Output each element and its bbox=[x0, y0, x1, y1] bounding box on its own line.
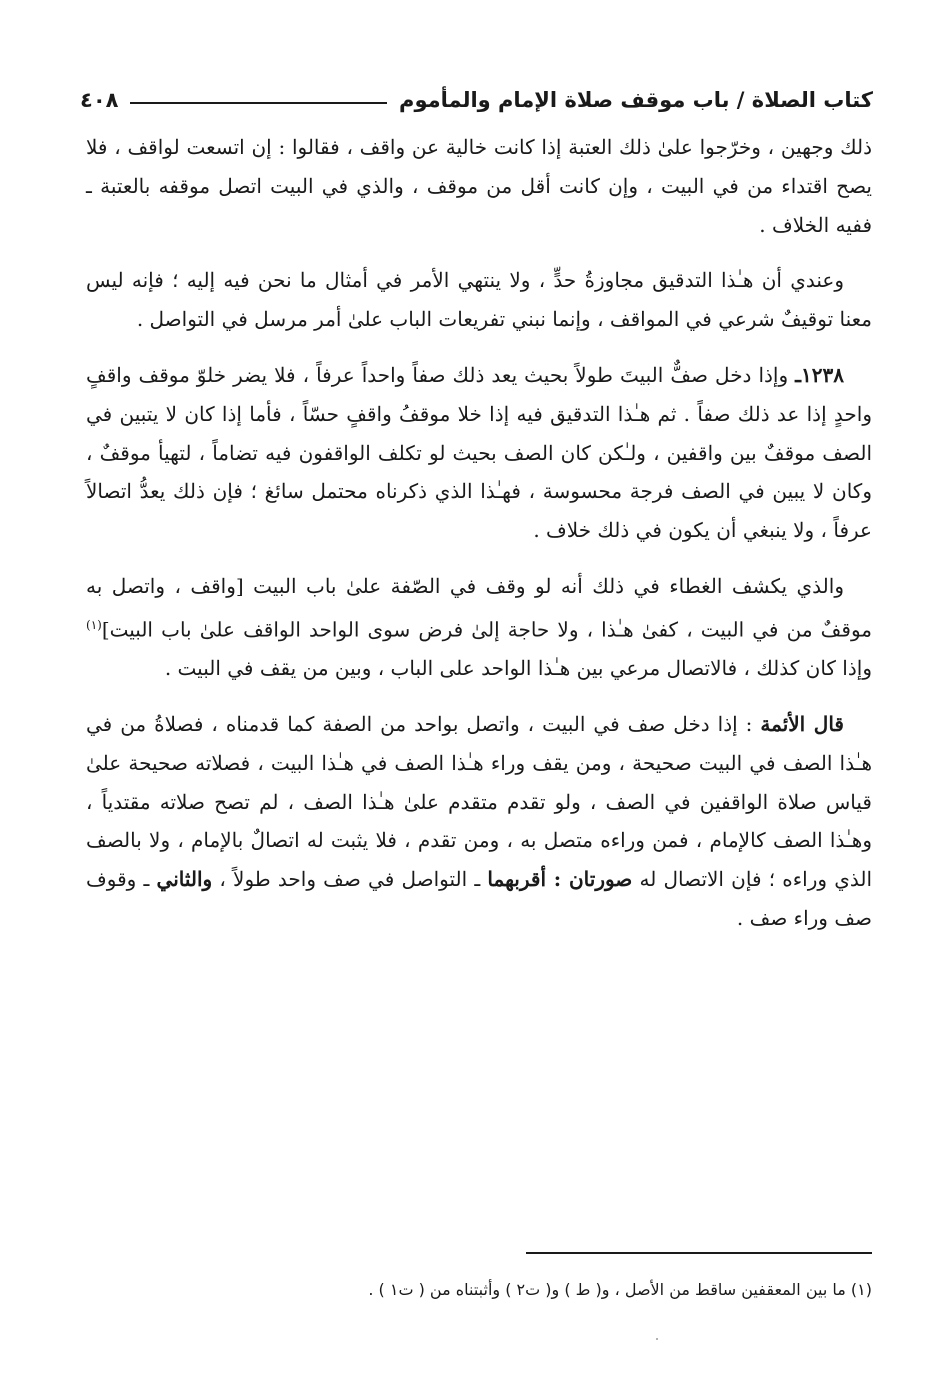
footnote bbox=[86, 1277, 872, 1303]
paragraph-5-bold-a: صورتان : أقربهما bbox=[487, 867, 633, 892]
paragraph-2: وعندي أن هـٰذا التدقيق مجاوزةُ حدٍّ ، ولا ينتهي الأمر في أمثال ما نحن فيه إليه ؛ فإنه ليس معنا توقيفٌ شرعي في المواقف ، وإنما نبني تفريعات الباب علىٰ أمر مرسل في التواصل . bbox=[86, 268, 872, 332]
page-number: ٤٠٨ bbox=[80, 88, 119, 112]
paragraph-4 bbox=[86, 567, 872, 688]
running-header bbox=[80, 80, 873, 120]
paragraph-4-text-a: والذي يكشف الغطاء في ذلك أنه لو وقف في الصّفة علىٰ باب البيت [واقف ، واتصل به موقفٌ من في البيت ، كفىٰ هـٰذا ، ولا حاجة إلىٰ فرض سوى الواحد الواقف علىٰ باب البيت] bbox=[86, 573, 872, 642]
header-rule bbox=[130, 102, 387, 104]
footnote-marker: (١) bbox=[850, 1280, 872, 1299]
paragraph-3 bbox=[86, 356, 872, 550]
paragraph-4-text-b: وإذا كان كذلك ، فالاتصال مرعي بين هـٰذا الواحد على الباب ، وبين من يقف في البيت . bbox=[164, 656, 872, 681]
paragraph-5-lead: قال الأئمة bbox=[760, 712, 844, 737]
issue-number: ١٢٣٨ـ bbox=[795, 362, 844, 387]
footnote-reference[interactable]: (١) bbox=[86, 617, 102, 632]
footnote-rule bbox=[526, 1252, 872, 1254]
footnote-text: ما بين المعقفين ساقط من الأصل ، و( ط ) و( ت٢ ) وأثبتناه من ( ت١ ) . bbox=[368, 1280, 846, 1299]
scan-speck bbox=[656, 1338, 658, 1340]
header-title: كتاب الصلاة / باب موقف صلاة الإمام والمأموم bbox=[399, 88, 873, 112]
paragraph-5-text-b: ـ التواصل في صف واحد طولاً ، bbox=[212, 867, 488, 892]
main-text bbox=[86, 128, 872, 955]
paragraph-3-text: وإذا دخل صفٌّ البيتَ طولاً بحيث يعد ذلك صفاً واحداً عرفاً ، فلا يضر خلوّ موقف واقفٍ واحدٍ إذا عد ذلك صفاً . ثم هـٰذا التدقيق فيه إذا خلا موقفُ واقفٍ حسّاً ، فأما إذا كان لا يتبين في الصف موقفٌ بين واقفين ، ولـٰكن كان الصف بحيث لو تكلف الواقفون فيه تضاماً ، لتهيأ موقفٌ ، وكان لا يبين في الصف فرجة محسوسة ، فهـٰذا الذي ذكرناه محتمل سائغ ؛ فإن ذلك يعدُّ اتصالاً عرفاً ، ولا ينبغي أن يكون في ذلك خلاف . bbox=[86, 362, 872, 543]
paragraph-5-bold-b: والثاني bbox=[156, 867, 213, 892]
paragraph-5 bbox=[86, 705, 872, 938]
paragraph-5-text-c: ـ وقوف صف وراء صف . bbox=[86, 867, 872, 930]
paragraph-1: ذلك وجهين ، وخرّجوا علىٰ ذلك العتبة إذا كانت خالية عن واقف ، فقالوا : إن اتسعت لواقف ، فلا يصح اقتداء من في البيت ، وإن كانت أقل من موقف ، والذي في البيت اتصل موقفه بالعتبة ـ ففيه الخلاف . bbox=[86, 135, 872, 237]
paragraph-5-text-a: : إذا دخل صف في البيت ، واتصل بواحد من الصفة كما قدمناه ، فصلاةُ من في هـٰذا الصف في البيت صحيحة ، ومن يقف وراء هـٰذا الصف في هـٰذا البيت ، فصلاته صحيحة علىٰ قياس صلاة الواقفين في الصف ، ولو تقدم متقدم علىٰ هـٰذا الصف ، لم تصح صلاته مقتدياً ، وهـٰذا الصف كالإمام ، فمن وراءه متصل به ، ومن تقدم ، فلا يثبت له اتصالٌ بالإمام ، ولا بالصف الذي وراءه ؛ فإن الاتصال له bbox=[86, 712, 873, 892]
